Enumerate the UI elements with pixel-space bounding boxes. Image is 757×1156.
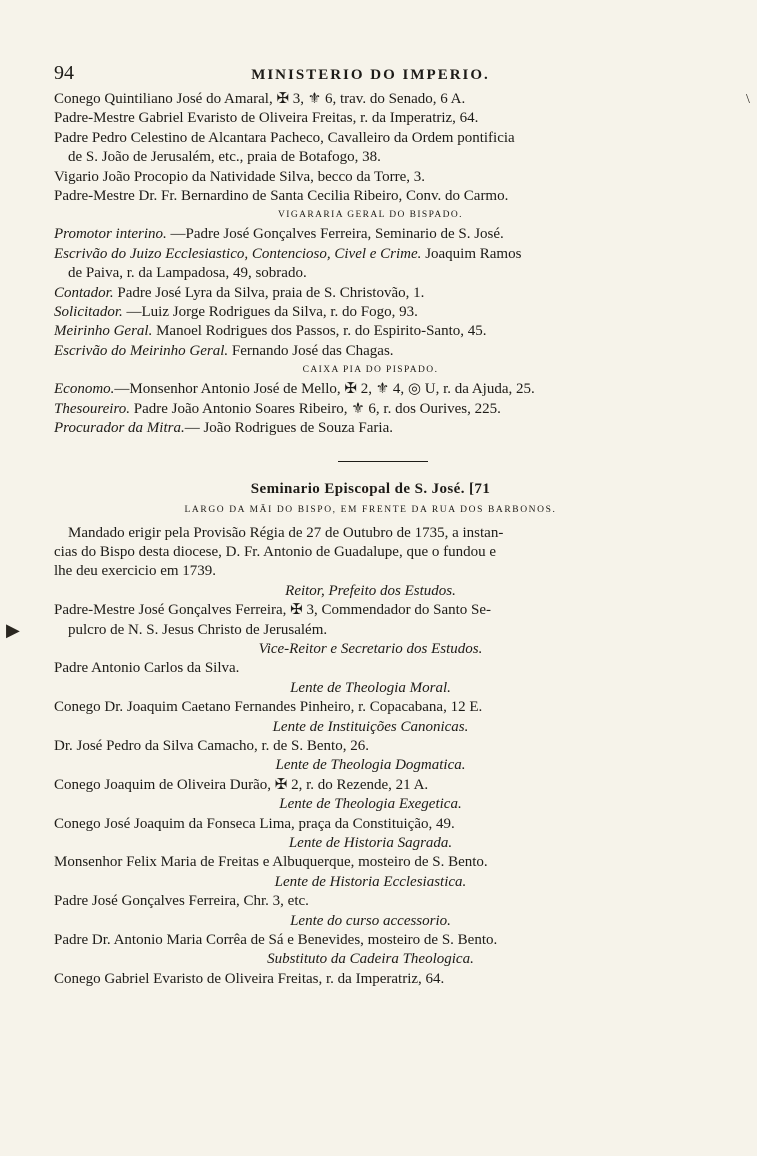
intro-line: lhe deu exercicio em 1739. [54, 563, 217, 580]
entry-text: Padre João Antonio Soares Ribeiro, ⚜ 6, r. dos Ourives, 225. [129, 400, 501, 417]
list-entry [54, 419, 687, 438]
entry-text: Manoel Rodrigues dos Passos, r. do Espirito-Santo, 45. [152, 323, 487, 340]
list-entry [54, 380, 687, 399]
section-divider [338, 461, 428, 462]
seminario-subtitle: LARGO DA MÃI DO BISPO, EM FRENTE DA RUA DOS BARBONOS. [184, 504, 557, 515]
chair-holder: Conego José Joaquim da Fonseca Lima, praça da Constituição, 49. [54, 815, 455, 832]
chair-heading: Lente de Theologia Moral. [290, 679, 451, 696]
top-list [54, 90, 687, 206]
list-entry [54, 245, 687, 264]
chair-heading: Lente de Theologia Dogmatica. [275, 757, 466, 774]
list-line: Padre-Mestre Gabriel Evaristo de Oliveira Freitas, r. da Imperatriz, 64. [54, 110, 479, 127]
list-entry [54, 264, 687, 283]
margin-mark: ▶ [6, 620, 20, 640]
chair-heading: Lente de Historia Sagrada. [288, 835, 453, 851]
entry-role: Procurador da Mitra. [54, 420, 185, 437]
chair-holder: Conego Dr. Joaquim Caetano Fernandes Pinheiro, r. Copacabana, 12 E. [54, 699, 483, 716]
entry-role: Economo. [54, 381, 115, 398]
intro-line: Mandado erigir pela Provisão Régia de 27 de Outubro de 1735, a instan- [68, 524, 504, 541]
entry-text: —Monsenhor Antonio José de Mello, ✠ 2, ⚜ 4, ◎ U, r. da Ajuda, 25. [114, 381, 535, 398]
running-title: MINISTERIO DO IMPERIO. [251, 67, 490, 83]
chair-holder: Monsenhor Felix Maria de Freitas e Albuquerque, mosteiro de S. Bento. [54, 854, 488, 871]
chair-holder: pulcro de N. S. Jesus Christo de Jerusalém. [68, 621, 328, 638]
chair-heading: Reitor, Prefeito dos Estudos. [285, 582, 456, 599]
list-line: de S. João de Jerusalém, etc., praia de Botafogo, 38. [68, 149, 381, 166]
entry-role: Solicitador. [54, 304, 123, 321]
chair-heading: Lente de Historia Ecclesiastica. [274, 873, 467, 890]
chair-heading: Substituto da Cadeira Theologica. [267, 951, 474, 968]
section-heading-vigararia: VIGARARIA GERAL DO BISPADO. [278, 210, 463, 221]
entry-role: Promotor interino. [54, 226, 167, 243]
chair-holder: Dr. José Pedro da Silva Camacho, r. de S. Bento, 26. [54, 737, 369, 754]
chair-holder: Padre José Gonçalves Ferreira, Chr. 3, etc. [54, 893, 309, 910]
caixa-list [54, 380, 687, 438]
entry-text: — João Rodrigues de Souza Faria. [184, 420, 393, 437]
page-number: 94 [54, 62, 74, 84]
margin-mark: \ [746, 92, 750, 107]
list-line: Padre Pedro Celestino de Alcantara Pacheco, Cavalleiro da Ordem pontificia [54, 129, 515, 146]
entry-text: de Paiva, r. da Lampadosa, 49, sobrado. [68, 265, 307, 282]
entry-text: Padre José Lyra da Silva, praia de S. Christovão, 1. [113, 284, 425, 301]
chair-holder: Conego Gabriel Evaristo de Oliveira Freitas, r. da Imperatriz, 64. [54, 970, 445, 987]
entry-role: Meirinho Geral. [54, 323, 153, 340]
entry-role: Contador. [54, 284, 114, 301]
chair-heading: Lente do curso accessorio. [290, 912, 451, 929]
chair-heading: Vice-Reitor e Secretario dos Estudos. [258, 640, 483, 657]
entry-text: —Luiz Jorge Rodrigues da Silva, r. do Fogo, 93. [122, 304, 418, 321]
list-entry [54, 400, 687, 419]
entry-text: Fernando José das Chagas. [228, 342, 394, 359]
list-line: Padre-Mestre Dr. Fr. Bernardino de Santa Cecilia Ribeiro, Conv. do Carmo. [54, 188, 509, 205]
intro-line: cias do Bispo desta diocese, D. Fr. Antonio de Guadalupe, que o fundou e [54, 543, 497, 560]
chair-heading: Lente de Theologia Exegetica. [279, 796, 462, 813]
list-entry [54, 303, 687, 322]
list-line: Vigario João Procopio da Natividade Silva, becco da Torre, 3. [54, 168, 426, 185]
chair-holder: Padre Dr. Antonio Maria Corrêa de Sá e Benevides, mosteiro de S. Bento. [54, 932, 498, 949]
list-entry [54, 225, 687, 244]
section-heading-caixa: CAIXA PIA DO PISPADO. [302, 365, 439, 376]
chair-holder: Conego Joaquim de Oliveira Durão, ✠ 2, r. do Rezende, 21 A. [54, 776, 429, 793]
list-entry [54, 322, 687, 341]
seminario-sections [54, 582, 687, 990]
chair-holder: Padre-Mestre José Gonçalves Ferreira, ✠ 3, Commendador do Santo Se- [54, 602, 492, 619]
vigararia-list [54, 225, 687, 361]
entry-role: Escrivão do Juizo Ecclesiastico, Contencioso, Civel e Crime. [54, 245, 422, 262]
seminario-title: Seminario Episcopal de S. José. [71 [250, 480, 491, 497]
chair-heading: Lente de Instituições Canonicas. [272, 718, 469, 735]
page-header [54, 62, 687, 88]
list-entry [54, 342, 687, 361]
list-entry [54, 284, 687, 303]
entry-text: —Padre José Gonçalves Ferreira, Seminario de S. José. [166, 226, 504, 243]
entry-role: Thesoureiro. [54, 400, 130, 417]
entry-text: Joaquim Ramos [421, 245, 522, 262]
list-line: Conego Quintiliano José do Amaral, ✠ 3, ⚜ 6, trav. do Senado, 6 A. [54, 91, 466, 107]
seminario-intro [54, 524, 687, 582]
entry-role: Escrivão do Meirinho Geral. [54, 342, 229, 359]
chair-holder: Padre Antonio Carlos da Silva. [54, 660, 240, 677]
